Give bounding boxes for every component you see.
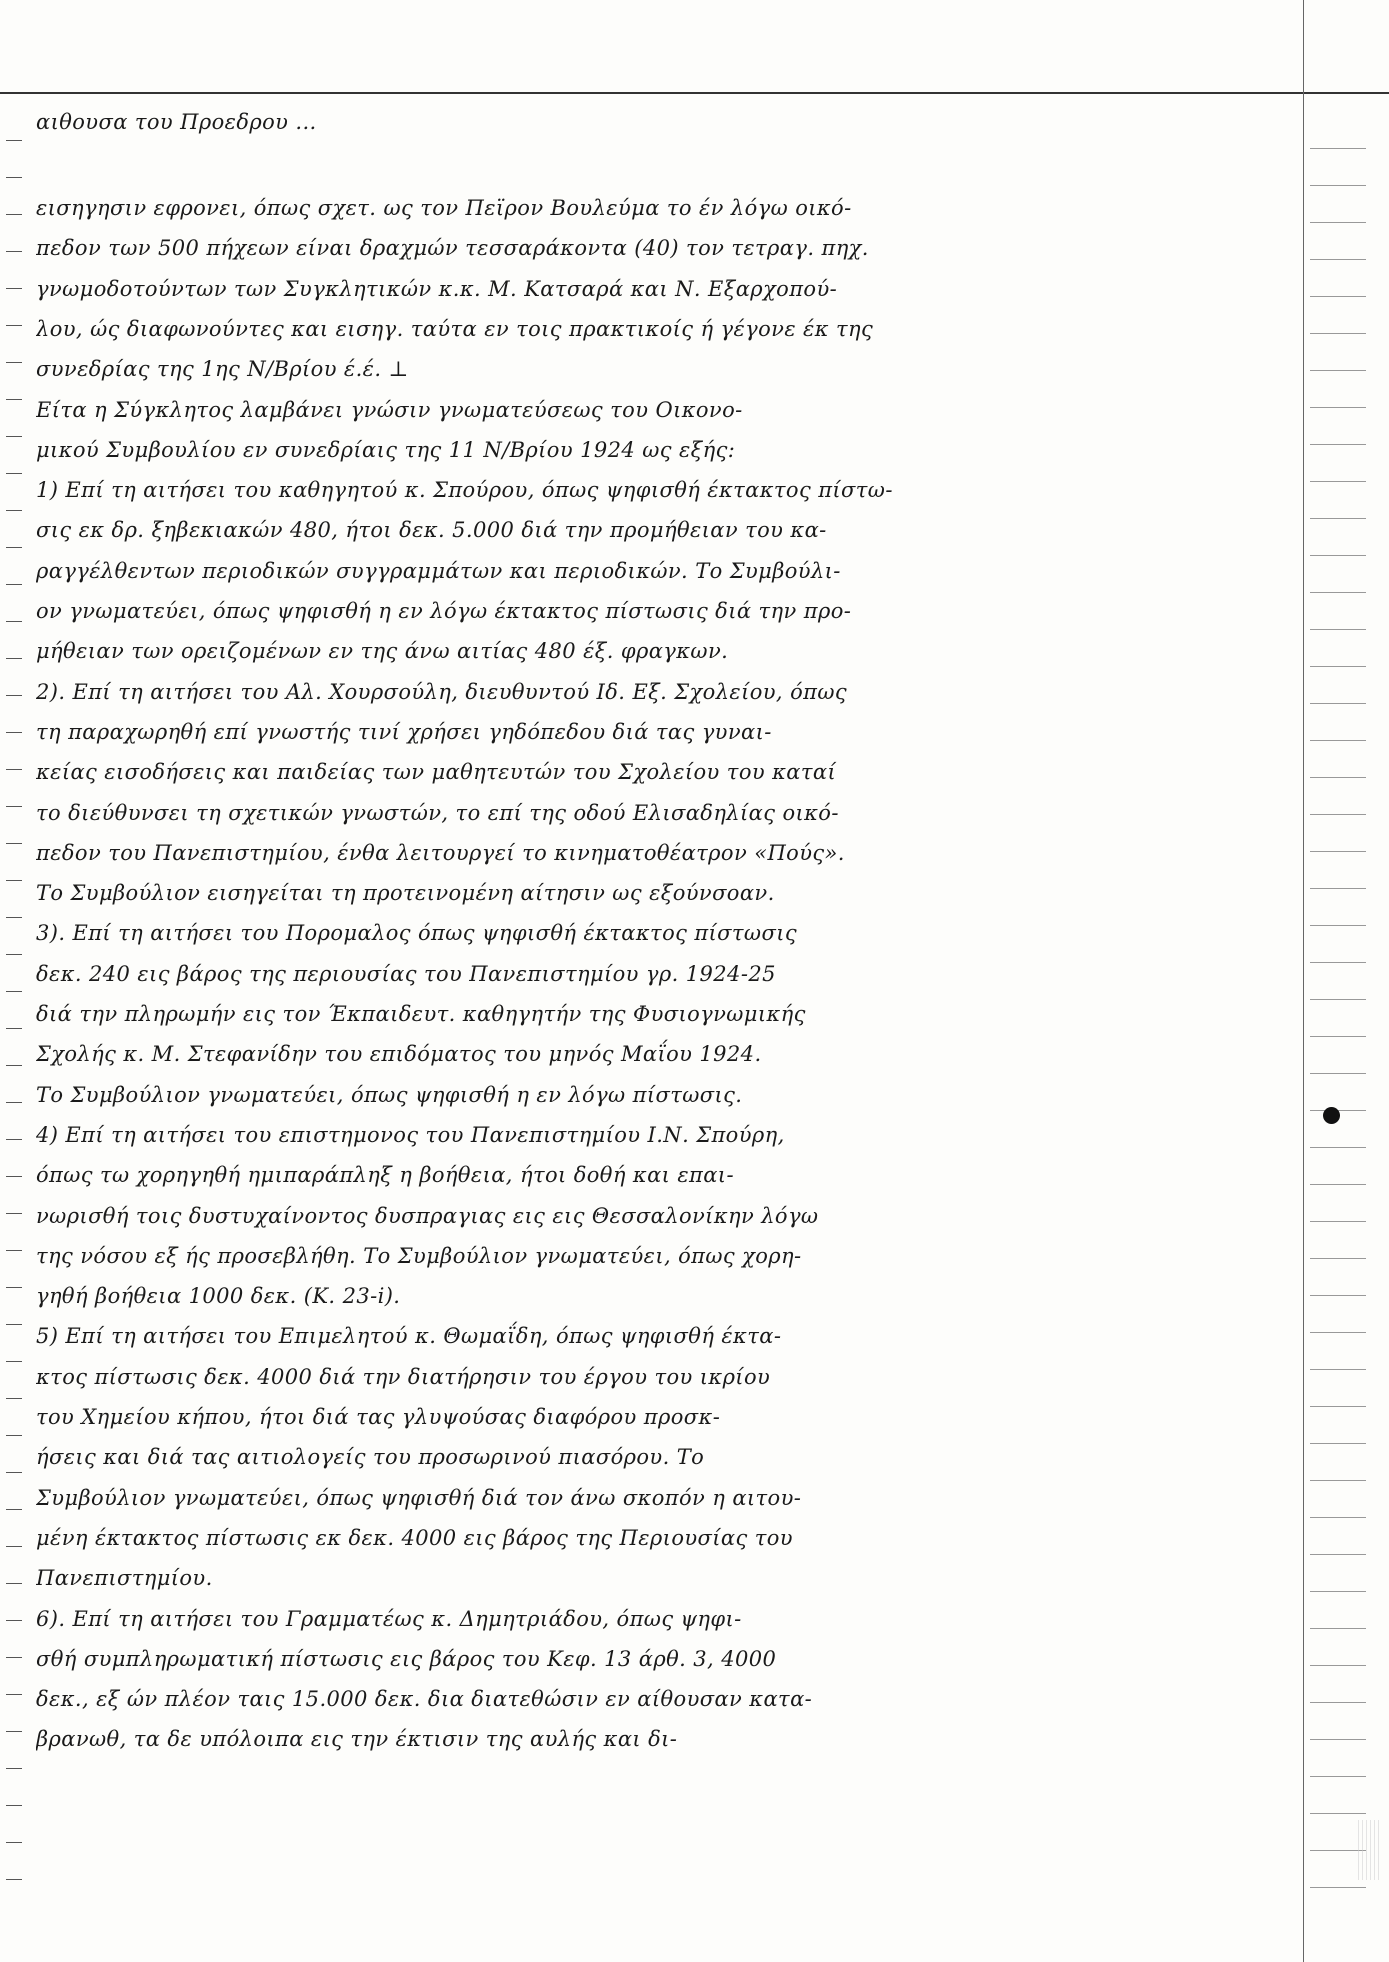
right-margin-tick [1310, 999, 1366, 1000]
right-margin-tick [1310, 851, 1366, 852]
left-margin-tick [6, 1102, 22, 1103]
handwritten-line: Το Συμβούλιον εισηγείται τη προτεινομένη αίτησιν ως εξούνσοαν. [36, 881, 775, 906]
handwritten-line: ον γνωματεύει, όπως ψηφισθή η εν λόγω έκτακτος πίστωσις διά την προ- [36, 599, 852, 623]
left-margin-tick [6, 288, 22, 289]
left-margin-tick [6, 473, 22, 474]
left-margin-tick [6, 621, 22, 622]
right-margin-tick [1310, 1443, 1366, 1444]
right-margin-tick [1310, 1628, 1366, 1629]
page-heading: αιθουσα του Προεδρου ... [36, 110, 317, 134]
right-margin-tick [1310, 777, 1366, 778]
handwritten-line: του Χημείου κήπου, ήτοι διά τας γλυψούσας διαφόρου προσκ- [36, 1405, 721, 1429]
right-margin-tick [1310, 1554, 1366, 1555]
left-margin-tick [6, 1731, 22, 1732]
right-margin-tick [1310, 888, 1366, 889]
left-margin-tick [6, 584, 22, 585]
right-margin-tick [1310, 1776, 1366, 1777]
left-margin-tick [6, 1324, 22, 1325]
left-margin-tick [6, 177, 22, 178]
handwritten-line: 2). Επί τη αιτήσει του Αλ. Χουρσούλη, διευθυντού Ιδ. Εξ. Σχολείου, όπως [36, 679, 848, 704]
handwritten-line: δεκ. 240 εις βάρος της περιουσίας του Πανεπιστημίου γρ. 1924-25 [36, 961, 776, 986]
left-margin-tick [6, 436, 22, 437]
right-margin-tick [1310, 1073, 1366, 1074]
left-margin-tick [6, 1879, 22, 1880]
right-margin-tick [1310, 1332, 1366, 1333]
handwritten-line: πεδον των 500 πήχεων είναι δραχμών τεσσαράκοντα (40) τον τετραγ. πηχ. [36, 236, 869, 261]
right-margin-tick [1310, 925, 1366, 926]
left-margin-tick [6, 1583, 22, 1584]
left-margin-tick [6, 880, 22, 881]
right-margin-tick [1310, 1406, 1366, 1407]
right-margin-tick [1310, 444, 1366, 445]
left-margin-tick [6, 214, 22, 215]
left-margin-tick [6, 362, 22, 363]
right-margin-tick [1310, 740, 1366, 741]
handwritten-line: της νόσου εξ ής προσεβλήθη. Το Συμβούλιον γνωματεύει, όπως χορη- [36, 1243, 802, 1268]
left-margin-tick [6, 1398, 22, 1399]
right-margin-tick [1310, 333, 1366, 334]
right-margin-tick [1310, 1480, 1366, 1481]
right-margin-tick [1310, 629, 1366, 630]
right-margin-tick [1310, 666, 1366, 667]
left-margin-tick [6, 1472, 22, 1473]
left-margin-tick [6, 1805, 22, 1806]
left-margin-tick [6, 510, 22, 511]
right-margin-tick [1310, 259, 1366, 260]
handwritten-line: εισηγησιν εφρονει, όπως σχετ. ως τον Πεϊρον Βουλεύμα το έν λόγω οικό- [36, 196, 852, 220]
handwritten-line: Το Συμβούλιον γνωματεύει, όπως ψηφισθή η εν λόγω πίστωσις. [36, 1082, 743, 1107]
left-margin-tick [6, 917, 22, 918]
right-margin-tick [1310, 1184, 1366, 1185]
left-margin-tick [6, 1287, 22, 1288]
left-margin-tick [6, 1694, 22, 1695]
handwritten-line: 6). Επί τη αιτήσει του Γραμματέως κ. Δημητριάδου, όπως ψηφι- [36, 1606, 742, 1631]
right-margin-tick [1310, 222, 1366, 223]
left-margin-tick [6, 658, 22, 659]
right-margin-tick [1310, 185, 1366, 186]
right-margin-tick [1310, 703, 1366, 704]
handwritten-line: τη παραχωρηθή επί γνωστής τινί χρήσει γηδόπεδου διά τας γυναι- [36, 719, 772, 744]
left-margin-tick [6, 1657, 22, 1658]
left-margin-tick [6, 1546, 22, 1547]
left-margin-tick [6, 1250, 22, 1251]
left-margin-tick [6, 399, 22, 400]
right-margin-tick [1310, 481, 1366, 482]
left-margin-tick [6, 1065, 22, 1066]
left-margin-tick [6, 1768, 22, 1769]
right-margin-tick [1310, 592, 1366, 593]
corner-scan-noise [1358, 1820, 1380, 1880]
right-margin-tick [1310, 1702, 1366, 1703]
right-margin-tick [1310, 962, 1366, 963]
right-margin-tick [1310, 1665, 1366, 1666]
left-margin-tick [6, 695, 22, 696]
right-margin-tick [1310, 1295, 1366, 1296]
handwritten-line: μήθειαν των ορειζομένων εν της άνω αιτίας 480 έξ. φραγκων. [36, 639, 729, 664]
left-margin-tick [6, 732, 22, 733]
left-margin-tick [6, 1842, 22, 1843]
left-margin-tick [6, 547, 22, 548]
handwritten-line: συνεδρίας της 1ης Ν/Βρίου έ.έ. ⊥ [36, 357, 409, 382]
right-margin-tick [1310, 407, 1366, 408]
left-margin-tick [6, 1361, 22, 1362]
handwritten-line: 3). Επί τη αιτήσει του Πορομαλος όπως ψηφισθή έκτακτος πίστωσις [36, 921, 797, 946]
left-margin-tick [6, 954, 22, 955]
handwritten-line: Σχολής κ. Μ. Στεφανίδην του επιδόματος του μηνός Μαΐου 1924. [36, 1042, 762, 1067]
handwritten-line: μικού Συμβουλίου εν συνεδρίαις της 11 Ν/Βρίου 1924 ως εξής: [36, 437, 736, 462]
handwritten-line: σις εκ δρ. ξηβεκιακών 480, ήτοι δεκ. 5.000 διά την προμήθειαν του κα- [36, 518, 827, 543]
right-margin-tick [1310, 555, 1366, 556]
right-margin-tick [1310, 1036, 1366, 1037]
right-margin-tick [1310, 814, 1366, 815]
punch-hole-mark [1323, 1107, 1340, 1124]
right-margin-tick [1310, 1221, 1366, 1222]
right-margin-tick [1310, 296, 1366, 297]
right-margin-tick [1310, 1887, 1366, 1888]
right-margin-tick [1310, 1591, 1366, 1592]
handwritten-line: μένη έκτακτος πίστωσις εκ δεκ. 4000 εις βάρος της Περιουσίας του [36, 1525, 793, 1550]
right-margin-tick [1310, 1258, 1366, 1259]
handwritten-line: βρανωθ, τα δε υπόλοιπα εις την έκτισιν της αυλής και δι- [36, 1727, 678, 1752]
top-rule [0, 92, 1389, 94]
handwritten-line: Είτα η Σύγκλητος λαμβάνει γνώσιν γνωματεύσεως του Οικονο- [36, 397, 743, 422]
handwritten-line: σθή συμπληρωματική πίστωσις εις βάρος του Κεφ. 13 άρθ. 3, 4000 [36, 1646, 777, 1671]
left-margin-tick [6, 1213, 22, 1214]
handwritten-line: Συμβούλιον γνωματεύει, όπως ψηφισθή διά τον άνω σκοπόν η αιτου- [36, 1485, 802, 1510]
handwritten-line: όπως τω χορηγηθή ημιπαράπληξ η βοήθεια, ήτοι δοθή και επαι- [36, 1163, 734, 1188]
left-margin-tick [6, 806, 22, 807]
handwritten-line: ραγγέλθεντων περιοδικών συγγραμμάτων και περιοδικών. Το Συμβούλι- [36, 558, 841, 583]
left-margin-tick [6, 140, 22, 141]
right-margin-tick [1310, 1813, 1366, 1814]
handwritten-line: 4) Επί τη αιτήσει του επιστημονος του Πανεπιστημίου Ι.Ν. Σπούρη, [36, 1122, 785, 1147]
right-margin-tick [1310, 1369, 1366, 1370]
handwritten-line: 5) Επί τη αιτήσει του Επιμελητού κ. Θωμαΐδη, όπως ψηφισθή έκτα- [36, 1324, 782, 1349]
right-margin-line [1303, 0, 1304, 1962]
handwritten-line: δεκ., εξ ών πλέον ταις 15.000 δεκ. δια διατεθώσιν εν αίθουσαν κατα- [36, 1687, 813, 1712]
handwritten-line: γηθή βοήθεια 1000 δεκ. (Κ. 23-i). [36, 1284, 401, 1309]
handwritten-line: Πανεπιστημίου. [36, 1566, 213, 1591]
left-margin-tick [6, 251, 22, 252]
left-margin-tick [6, 1435, 22, 1436]
left-margin-tick [6, 1139, 22, 1140]
handwritten-line: το διεύθυνσει τη σχετικών γνωστών, το επί της οδού Ελισαδηλίας οικό- [36, 800, 839, 825]
left-margin-tick [6, 843, 22, 844]
handwritten-line: νωρισθή τοις δυστυχαίνοντος δυσπραγιας εις εις Θεσσαλονίκην λόγω [36, 1203, 819, 1228]
right-margin-tick [1310, 1739, 1366, 1740]
handwritten-line: κτος πίστωσις δεκ. 4000 διά την διατήρησιν του έργου του ικρίου [36, 1364, 771, 1389]
handwritten-line: λου, ώς διαφωνούντες και εισηγ. ταύτα εν τοις πρακτικοίς ή γέγονε έκ της [36, 316, 874, 341]
handwritten-line: πεδον του Πανεπιστημίου, ένθα λειτουργεί το κινηματοθέατρον «Πούς». [36, 840, 845, 865]
handwritten-line: ήσεις και διά τας αιτιολογείς του προσωρινού πιασόρου. Το [36, 1445, 705, 1470]
left-margin-tick [6, 1509, 22, 1510]
handwritten-line: γνωμοδοτούντων των Συγκλητικών κ.κ. Μ. Κατσαρά και Ν. Εξαρχοπού- [36, 276, 838, 301]
right-margin-tick [1310, 518, 1366, 519]
handwritten-line: κείας εισοδήσεις και παιδείας των μαθητευτών του Σχολείου του καταί [36, 760, 837, 785]
left-margin-tick [6, 1176, 22, 1177]
left-margin-tick [6, 991, 22, 992]
handwritten-line: διά την πληρωμήν εις τον Έκπαιδευτ. καθηγητήν της Φυσιογνωμικής [36, 1002, 806, 1026]
right-margin-tick [1310, 1517, 1366, 1518]
handwritten-line: 1) Επί τη αιτήσει του καθηγητού κ. Σπούρου, όπως ψηφισθή έκτακτος πίστω- [36, 478, 893, 503]
left-margin-tick [6, 325, 22, 326]
right-margin-tick [1310, 370, 1366, 371]
left-margin-tick [6, 769, 22, 770]
left-margin-tick [6, 1620, 22, 1621]
right-margin-tick [1310, 148, 1366, 149]
left-margin-tick [6, 1028, 22, 1029]
right-margin-tick [1310, 1147, 1366, 1148]
